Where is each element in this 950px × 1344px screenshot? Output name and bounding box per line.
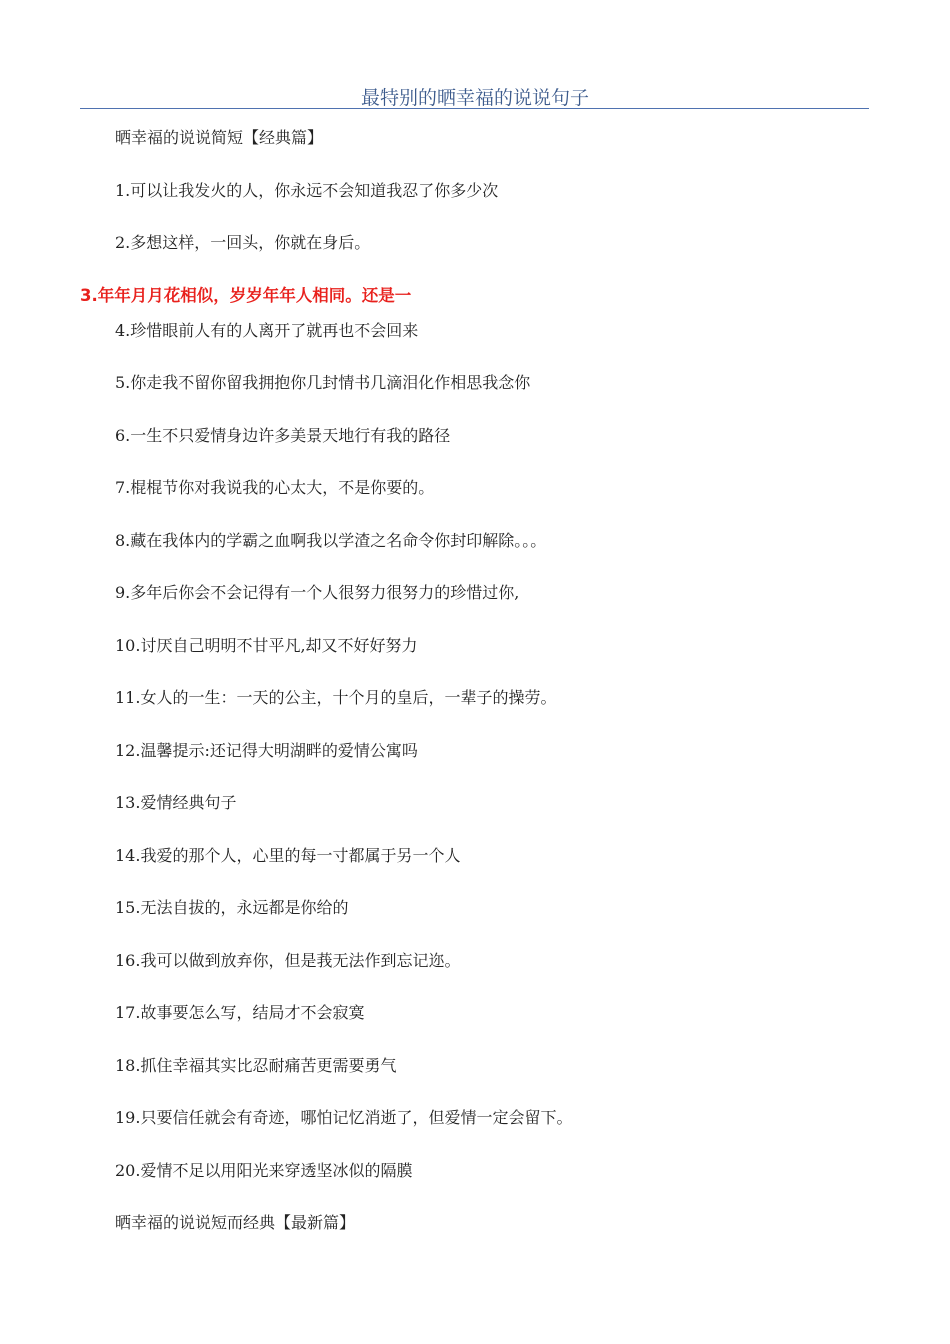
header-divider [80,108,869,109]
list-item: 14.我爱的那个人，心里的每一寸都属于另一个人 [115,846,461,865]
list-item: 12.温馨提示:还记得大明湖畔的爱情公寓吗 [115,741,418,760]
section-heading-latest: 晒幸福的说说短而经典【最新篇】 [115,1213,356,1232]
highlighted-list-item: 3.年年月月花相似，岁岁年年人相同。还是一 [80,286,412,305]
list-item: 20.爱情不足以用阳光来穿透坚冰似的隔膜 [115,1161,413,1180]
list-item: 1.可以让我发火的人，你永远不会知道我忍了你多少次 [115,181,499,200]
list-item: 2.多想这样，一回头，你就在身后。 [115,233,371,252]
list-item: 10.讨厌自己明明不甘平凡,却又不好好努力 [115,636,418,655]
list-item: 17.故事要怎么写，结局才不会寂寞 [115,1003,365,1022]
list-item: 9.多年后你会不会记得有一个人很努力很努力的珍惜过你, [115,583,520,602]
list-item: 16.我可以做到放弃你，但是莪无法作到忘记迩。 [115,951,461,970]
list-item: 6.一生不只爱情身边许多美景天地行有我的路径 [115,426,451,445]
list-item: 4.珍惜眼前人有的人离开了就再也不会回来 [115,321,419,340]
list-item: 18.抓住幸福其实比忍耐痛苦更需要勇气 [115,1056,397,1075]
page-title: 最特别的晒幸福的说说句子 [360,87,589,109]
section-heading-classic: 晒幸福的说说简短【经典篇】 [115,128,324,147]
list-item: 8.藏在我体内的学霸之血啊我以学渣之名命令你封印解除。。。 [115,531,547,550]
list-item: 7.棍棍节你对我说我的心太大，不是你要的。 [115,478,435,497]
list-item: 5.你走我不留你留我拥抱你几封情书几滴泪化作相思我念你 [115,373,531,392]
list-item: 19.只要信任就会有奇迹，哪怕记忆消逝了，但爱情一定会留下。 [115,1108,573,1127]
list-item: 15.无法自拔的，永远都是你给的 [115,898,349,917]
list-item: 13.爱情经典句子 [115,793,237,812]
list-item: 11.女人的一生：一天的公主，十个月的皇后，一辈子的操劳。 [115,688,557,707]
